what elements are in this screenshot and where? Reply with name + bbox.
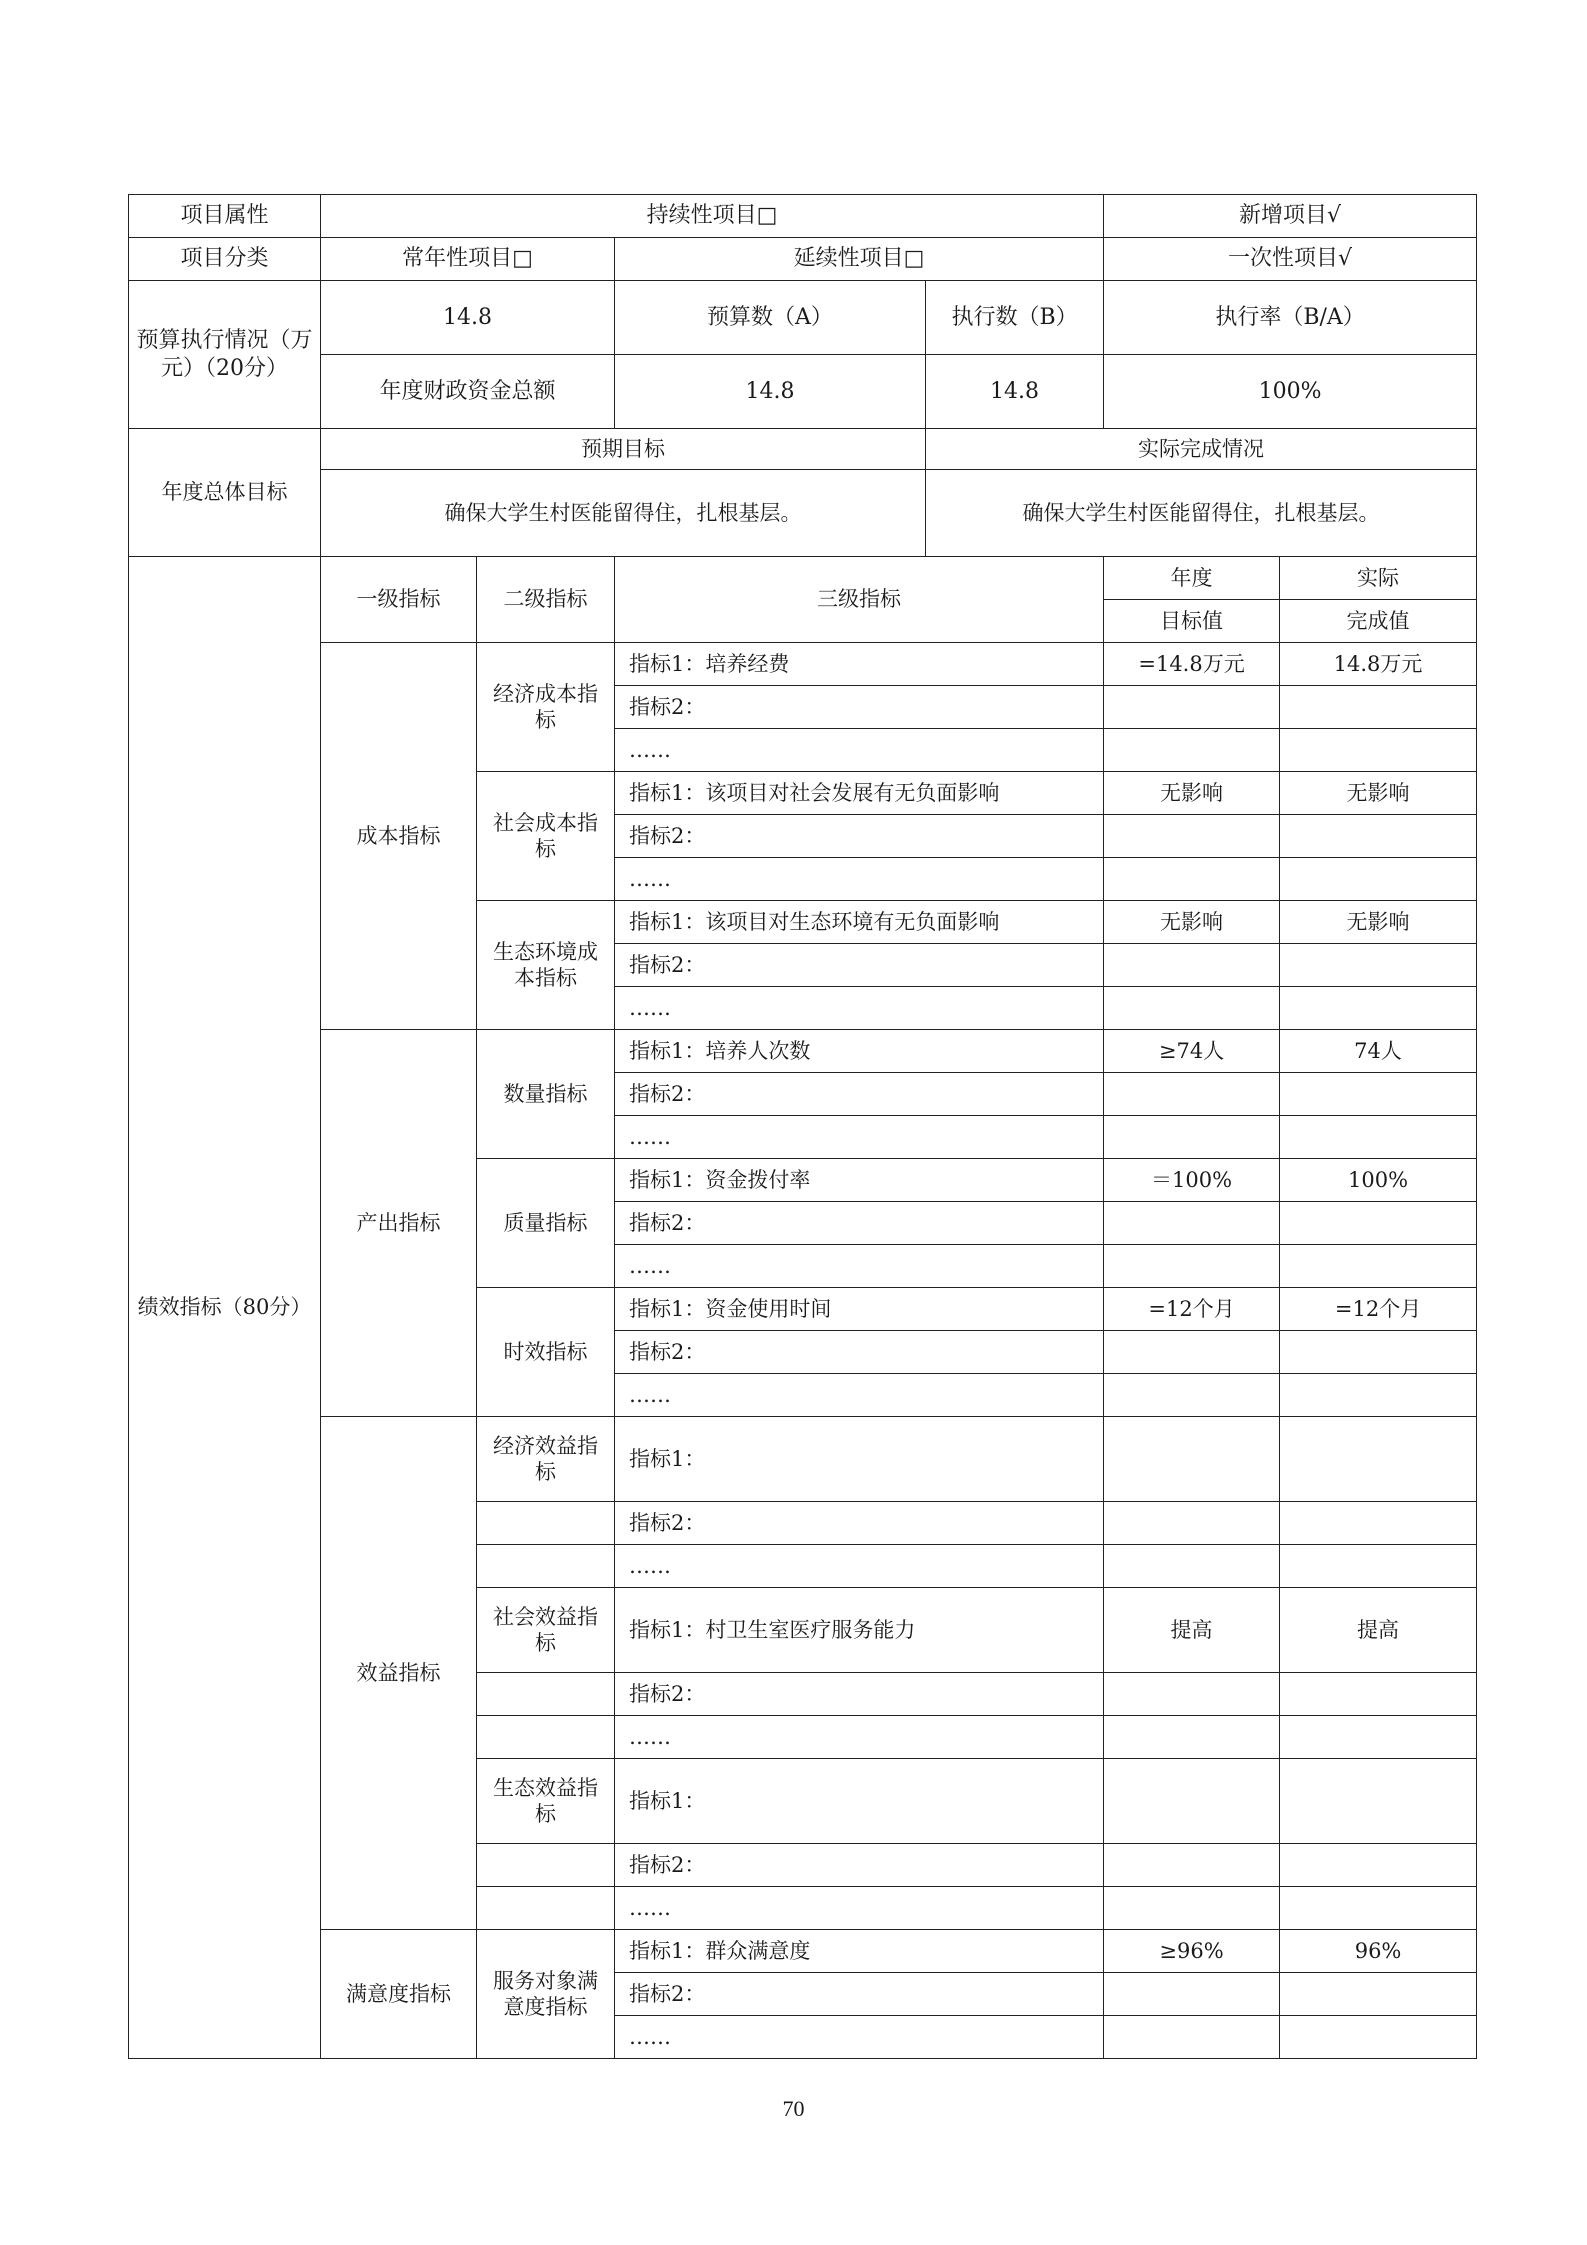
indicator-target (1104, 729, 1280, 772)
indicator-target (1104, 1202, 1280, 1245)
indicator-target (1104, 1245, 1280, 1288)
indicator-name: 指标2： (615, 944, 1104, 987)
empty-cell (477, 1545, 615, 1588)
indicator-actual (1280, 1374, 1477, 1417)
indicator-target (1104, 1673, 1280, 1716)
indicator-target (1104, 1116, 1280, 1159)
indicator-actual (1280, 815, 1477, 858)
row-goal-header (129, 429, 1477, 470)
indicator-target (1104, 686, 1280, 729)
indicator-name: …… (615, 1887, 1104, 1930)
budget-row-label: 年度财政资金总额 (321, 355, 615, 429)
indicator-name: …… (615, 2016, 1104, 2059)
indicator-name: 指标1： (615, 1417, 1104, 1502)
indicator-name: …… (615, 729, 1104, 772)
indicator-name: …… (615, 858, 1104, 901)
goal-expected: 确保大学生村医能留得住，扎根基层。 (321, 470, 926, 557)
h-actual-1: 实际 (1280, 557, 1477, 600)
budget-label: 预算执行情况（万元）（20分） (129, 281, 321, 429)
output-quality-label: 质量指标 (477, 1159, 615, 1288)
row-project-class (129, 238, 1477, 281)
indicator-name: 指标1：资金使用时间 (615, 1288, 1104, 1331)
row-perf-header-1 (129, 557, 1477, 600)
indicator-name: 指标1：该项目对生态环境有无负面影响 (615, 901, 1104, 944)
indicator-name: 指标1：资金拨付率 (615, 1159, 1104, 1202)
indicator-target: ≥96% (1104, 1930, 1280, 1973)
indicator-target (1104, 1973, 1280, 2016)
h-level2: 二级指标 (477, 557, 615, 643)
goal-expected-header: 预期目标 (321, 429, 926, 470)
indicator-actual (1280, 1759, 1477, 1844)
indicator-target (1104, 1502, 1280, 1545)
indicator-target (1104, 1759, 1280, 1844)
indicator-target (1104, 2016, 1280, 2059)
row-project-attr (129, 195, 1477, 238)
goal-label: 年度总体目标 (129, 429, 321, 557)
indicator-target (1104, 1073, 1280, 1116)
benefit-econ-label: 经济效益指标 (477, 1417, 615, 1502)
indicator-name: 指标2： (615, 686, 1104, 729)
h-actual-2: 完成值 (1280, 600, 1477, 643)
goal-actual: 确保大学生村医能留得住，扎根基层。 (926, 470, 1477, 557)
budget-a-value: 14.8 (615, 355, 926, 429)
budget-b-value: 14.8 (926, 355, 1104, 429)
h-target-2: 目标值 (1104, 600, 1280, 643)
indicator-actual (1280, 1502, 1477, 1545)
indicator-name: 指标1：该项目对社会发展有无负面影响 (615, 772, 1104, 815)
indicator-actual (1280, 987, 1477, 1030)
indicator-target: ＝100% (1104, 1159, 1280, 1202)
indicator-actual: 提高 (1280, 1588, 1477, 1673)
table-row (129, 643, 1477, 686)
indicator-actual (1280, 858, 1477, 901)
indicator-name: 指标2： (615, 1502, 1104, 1545)
indicator-actual (1280, 944, 1477, 987)
table-row (129, 1030, 1477, 1073)
indicator-target (1104, 1844, 1280, 1887)
indicator-actual (1280, 1673, 1477, 1716)
benefit-eco-label: 生态效益指标 (477, 1759, 615, 1844)
budget-col-a: 预算数（A） (615, 281, 926, 355)
output-label: 产出指标 (321, 1030, 477, 1417)
indicator-actual: 无影响 (1280, 772, 1477, 815)
indicator-name: …… (615, 1374, 1104, 1417)
budget-col-b: 执行数（B） (926, 281, 1104, 355)
attr-label: 项目属性 (129, 195, 321, 238)
cost-social-label: 社会成本指标 (477, 772, 615, 901)
page-number: 70 (782, 2096, 805, 2121)
empty-cell (477, 1844, 615, 1887)
class-extended: 延续性项目□ (615, 238, 1104, 281)
indicator-actual (1280, 1245, 1477, 1288)
indicator-actual (1280, 686, 1477, 729)
indicator-target (1104, 944, 1280, 987)
indicator-name: 指标2： (615, 1673, 1104, 1716)
indicator-name: 指标2： (615, 1331, 1104, 1374)
table-row (129, 1417, 1477, 1502)
indicator-actual: 14.8万元 (1280, 643, 1477, 686)
satisfaction-label: 满意度指标 (321, 1930, 477, 2059)
class-regular: 常年性项目□ (321, 238, 615, 281)
indicator-name: …… (615, 1716, 1104, 1759)
cost-label: 成本指标 (321, 643, 477, 1030)
indicator-actual (1280, 1716, 1477, 1759)
attr-continuing: 持续性项目□ (321, 195, 1104, 238)
indicator-name: 指标2： (615, 1844, 1104, 1887)
indicator-name: …… (615, 987, 1104, 1030)
indicator-actual (1280, 1073, 1477, 1116)
indicator-target (1104, 1331, 1280, 1374)
indicator-name: 指标1： (615, 1759, 1104, 1844)
indicator-actual: 96% (1280, 1930, 1477, 1973)
budget-rate-value: 100% (1104, 355, 1477, 429)
benefit-label: 效益指标 (321, 1417, 477, 1930)
indicator-name: 指标1：培养人次数 (615, 1030, 1104, 1073)
class-label: 项目分类 (129, 238, 321, 281)
indicator-actual: 100% (1280, 1159, 1477, 1202)
attr-new: 新增项目√ (1104, 195, 1477, 238)
indicator-name: …… (615, 1245, 1104, 1288)
goal-actual-header: 实际完成情况 (926, 429, 1477, 470)
indicator-actual: =12个月 (1280, 1288, 1477, 1331)
indicator-target: ≥74人 (1104, 1030, 1280, 1073)
indicator-target (1104, 1716, 1280, 1759)
indicator-actual (1280, 1331, 1477, 1374)
indicator-actual (1280, 1887, 1477, 1930)
indicator-name: 指标1：村卫生室医疗服务能力 (615, 1588, 1104, 1673)
indicator-target (1104, 858, 1280, 901)
indicator-actual (1280, 1545, 1477, 1588)
indicator-name: …… (615, 1545, 1104, 1588)
indicator-target (1104, 815, 1280, 858)
indicator-target (1104, 1417, 1280, 1502)
budget-col-rate: 执行率（B/A） (1104, 281, 1477, 355)
row-budget-values (129, 355, 1477, 429)
indicator-actual (1280, 2016, 1477, 2059)
indicator-actual (1280, 1417, 1477, 1502)
empty-cell (477, 1887, 615, 1930)
indicator-target: 提高 (1104, 1588, 1280, 1673)
indicator-actual (1280, 729, 1477, 772)
cost-econ-label: 经济成本指标 (477, 643, 615, 772)
indicator-actual (1280, 1116, 1477, 1159)
indicator-name: 指标2： (615, 1973, 1104, 2016)
indicator-target: 无影响 (1104, 901, 1280, 944)
indicator-name: 指标2： (615, 1202, 1104, 1245)
indicator-name: 指标2： (615, 1073, 1104, 1116)
h-level1: 一级指标 (321, 557, 477, 643)
indicator-target (1104, 1374, 1280, 1417)
indicator-target (1104, 1887, 1280, 1930)
indicator-name: 指标2： (615, 815, 1104, 858)
empty-cell (477, 1502, 615, 1545)
indicator-actual: 74人 (1280, 1030, 1477, 1073)
indicator-name: 指标1：培养经费 (615, 643, 1104, 686)
performance-table (128, 194, 1477, 2059)
indicator-target (1104, 987, 1280, 1030)
indicator-actual: 无影响 (1280, 901, 1477, 944)
indicator-name: 指标1：群众满意度 (615, 1930, 1104, 1973)
cost-eco-label: 生态环境成本指标 (477, 901, 615, 1030)
h-target-1: 年度 (1104, 557, 1280, 600)
class-onetime: 一次性项目√ (1104, 238, 1477, 281)
indicator-target: 无影响 (1104, 772, 1280, 815)
h-level3: 三级指标 (615, 557, 1104, 643)
indicator-actual (1280, 1973, 1477, 2016)
indicator-target: =14.8万元 (1104, 643, 1280, 686)
empty-cell (477, 1673, 615, 1716)
indicator-actual (1280, 1844, 1477, 1887)
table-row (129, 1930, 1477, 1973)
budget-amount: 14.8 (321, 281, 615, 355)
indicator-target: =12个月 (1104, 1288, 1280, 1331)
indicator-target (1104, 1545, 1280, 1588)
output-time-label: 时效指标 (477, 1288, 615, 1417)
satisfaction-service-label: 服务对象满意度指标 (477, 1930, 615, 2059)
empty-cell (477, 1716, 615, 1759)
row-budget-header (129, 281, 1477, 355)
row-goal-content (129, 470, 1477, 557)
output-qty-label: 数量指标 (477, 1030, 615, 1159)
indicator-actual (1280, 1202, 1477, 1245)
benefit-social-label: 社会效益指标 (477, 1588, 615, 1673)
indicator-name: …… (615, 1116, 1104, 1159)
perf-label: 绩效指标（80分） (129, 557, 321, 2059)
